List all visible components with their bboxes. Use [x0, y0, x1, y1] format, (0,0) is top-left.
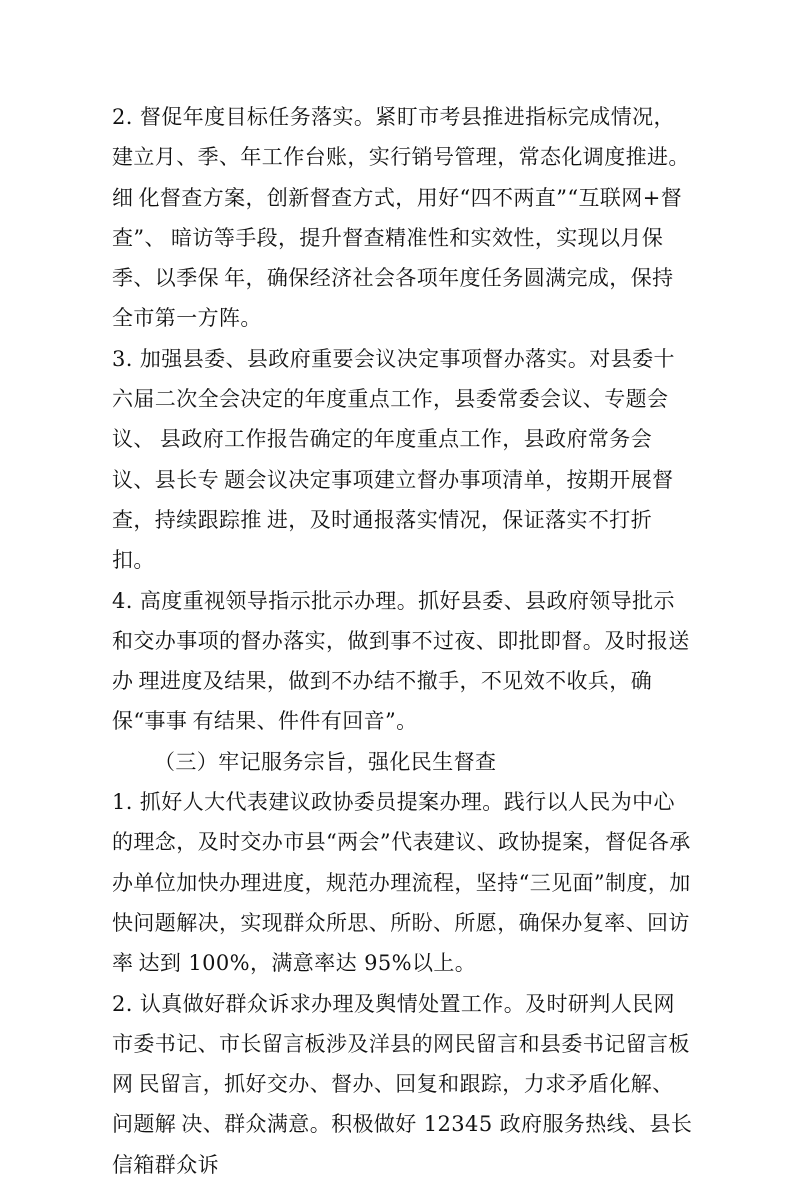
text-line: 市委书记、市长留言板涉及洋县的网民留言和县委书记留言板网	[112, 1031, 690, 1097]
text-line: 1. 抓好人大代表建议政协委员提案办理。践行以人民为中心	[112, 790, 675, 815]
text-line: 进，及时通报落实情况，保证落实不打折扣。	[112, 507, 653, 573]
text-line: 民留言，抓好交办、督办、回复和跟踪，力求矛盾化解、问题解	[112, 1072, 674, 1137]
text-line: 4. 高度重视领导指示批示办理。抓好县委、县政府领导批示	[112, 588, 675, 613]
paragraph-public-appeals	[112, 984, 694, 1185]
text-line: 化督查方案，创新督查方式，用好“四不两直”“互联网+督查”、	[112, 185, 683, 250]
text-line: 2. 督促年度目标任务落实。紧盯市考县推进指标完成情况，	[112, 105, 675, 129]
text-line: 办单位加快办理进度，规范办理流程，坚持“三见面”制度，加	[112, 870, 691, 895]
document-body	[112, 97, 694, 1185]
text-line: 3. 加强县委、县政府重要会议决定事项督办落实。对县委十	[112, 346, 675, 371]
paragraph-leader-instructions	[112, 581, 694, 742]
paragraph-annual-targets	[112, 97, 694, 339]
paragraph-key-meetings	[112, 339, 694, 581]
section-heading: （三）牢记服务宗旨，强化民生督查	[154, 749, 497, 774]
text-line: 达到 100%，满意率达 95%以上。	[138, 951, 477, 976]
text-line: 决、群众满意。积极做好 12345 政府服务热线、县长信箱群众诉	[112, 1112, 693, 1177]
paragraph-proposals	[112, 782, 694, 983]
text-line: 建立月、季、年工作台账，实行销号管理，常态化调度推进。细	[112, 145, 690, 210]
text-line: 快问题解决，实现群众所思、所盼、所愿，确保办复率、回访率	[112, 910, 690, 976]
text-line: 有结果、件件有回音”。	[192, 709, 418, 734]
text-line: 和交办事项的督办落实，做到事不过夜、即批即督。及时报送办	[112, 628, 690, 694]
text-line: 六届二次全会决定的年度重点工作，县委常委会议、专题会议、	[112, 387, 669, 452]
text-line: 理进度及结果，做到不办结不撤手，不见效不收兵，确保“事事	[112, 669, 653, 734]
text-line: 题会议决定事项建立督办事项清单，按期开展督查，持续跟踪推	[112, 467, 674, 532]
text-line: 暗访等手段，提升督查精准性和实效性，实现以月保季、以季保	[112, 225, 664, 291]
text-line: 年，确保经济社会各项年度任务圆满完成，保持全市第一方阵。	[112, 266, 674, 331]
text-line: 的理念，及时交办市县“两会”代表建议、政协提案，督促各承	[112, 830, 691, 855]
text-line: 2. 认真做好群众诉求办理及舆情处置工作。及时研判人民网	[112, 991, 675, 1016]
text-line: 县政府工作报告确定的年度重点工作，县政府常务会议、县长专	[112, 427, 653, 492]
